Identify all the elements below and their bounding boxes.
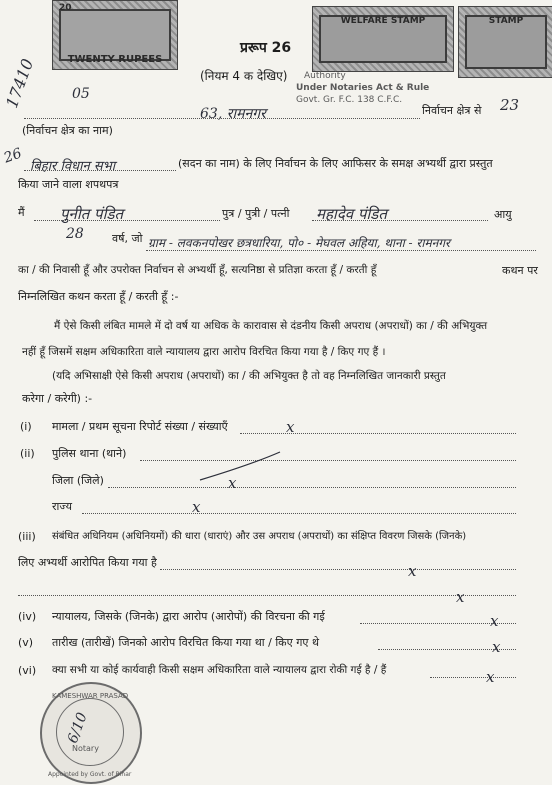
age-value: 28	[66, 226, 84, 242]
stamp-value: 20	[59, 3, 72, 13]
item-v-text: तारीख (तारीखें) जिनको आरोप विरचित किया गया था / किए गए थे	[52, 636, 320, 649]
form-number: प्ररूप 26	[240, 40, 292, 56]
deponent-name: पुनीत पंडित	[60, 205, 124, 223]
item-iii-text2: लिए अभ्यर्थी आरोपित किया गया है	[18, 556, 157, 569]
para2-line2: करेगा / करेगी) :-	[22, 392, 93, 405]
item-ii-line	[140, 460, 516, 461]
item-iii-line2	[18, 595, 516, 596]
para1-line2: नहीं हूँ जिसमें सक्षम अधिकारिता वाले न्यायालय द्वारा आरोप विरचित किया गया है / किए गए हैं ।	[22, 346, 386, 358]
house-name: बिहार विधान सभा	[30, 159, 116, 174]
i-label: मैं	[18, 206, 25, 219]
notary-stamp-line2: Under Notaries Act & Rule	[296, 83, 430, 93]
name-line	[34, 220, 220, 221]
stamp-caption: WELFARE STAMP	[340, 16, 426, 26]
stamp-right	[458, 6, 552, 78]
constituency-line	[24, 118, 420, 119]
address-line	[146, 250, 536, 251]
notary-round-seal	[40, 682, 142, 784]
item-i-text: मामला / प्रथम सूचना रिपोर्ट संख्या / संख्याएँ	[52, 420, 228, 433]
welfare-stamp	[312, 6, 454, 72]
notary-stamp-line1: Authority	[304, 71, 346, 81]
rule-reference: (नियम 4 क देखिए)	[200, 69, 288, 83]
constituency-name: 63, रामनगर	[200, 106, 266, 122]
item-iii-number: (iii)	[18, 530, 36, 543]
father-name: महादेव पंडित	[316, 205, 387, 223]
state-line	[82, 513, 516, 514]
seal-text: Notary	[72, 744, 99, 753]
item-v-number: (v)	[18, 636, 34, 649]
item-vi-text: क्या सभी या कोई कार्यवाही किसी सक्षम अधिकारिता वाले न्यायालय द्वारा रोकी गई है / हैं	[52, 664, 387, 676]
resident-text: का / की निवासी हूँ और उपरोक्त निर्वाचन से अभ्यर्थी हूँ, सत्यनिष्ठा से प्रतिज्ञा करता हूँ / करती हूँ	[18, 264, 377, 276]
item-i-line	[240, 433, 516, 434]
district-line	[108, 487, 516, 488]
cross-mark: x	[192, 498, 201, 516]
margin-number-3: 26	[1, 145, 25, 167]
margin-number: 17410	[2, 56, 38, 111]
notary-stamp-line3: Govt. Gr. F.C. 138 C.F.C.	[296, 95, 403, 105]
para1-line1: मैं ऐसे किसी लंबित मामले में दो वर्ष या अधिक के कारावास से दंडनीय किसी अपराध (अपराधों) का / की अभियुक्त	[54, 320, 488, 332]
district-label: जिला (जिले)	[52, 474, 104, 487]
cross-mark: x	[490, 612, 499, 630]
constituency-name-label: (निर्वाचन क्षेत्र का नाम)	[22, 124, 113, 137]
state-label: राज्य	[52, 500, 73, 513]
item-vi-line	[430, 677, 516, 678]
cross-mark: x	[492, 638, 501, 656]
age-label: आयु	[494, 208, 512, 221]
margin-number-2: 05	[72, 86, 90, 102]
years-label: वर्ष, जो	[112, 232, 143, 245]
resident-suffix: कथन पर	[502, 264, 538, 277]
item-ii-number: (ii)	[20, 447, 35, 460]
cross-mark: x	[286, 418, 295, 436]
relation-label: पुत्र / पुत्री / पत्नी	[222, 207, 290, 220]
seal-name: KAMESHWAR PRASAD	[52, 692, 129, 700]
court-fee-stamp-twenty-rupees	[52, 0, 178, 70]
father-line	[312, 220, 488, 221]
seal-footer: Appointed by Govt. of Bihar	[48, 771, 132, 778]
affidavit-text: किया जाने वाला शपथपत्र	[18, 178, 119, 191]
house-text: (सदन का नाम) के लिए निर्वाचन के लिए आफिसर के समक्ष अभ्यर्थी द्वारा प्रस्तुत	[178, 157, 493, 170]
notary-initials: 6/10	[64, 710, 91, 746]
item-vi-number: (vi)	[18, 664, 37, 677]
stamp-caption: TWENTY RUPEES	[67, 54, 163, 65]
item-iv-number: (iv)	[18, 610, 37, 623]
item-iii-text: संबंधित अधिनियम (अधिनियमों) की धारा (धाराएं) और उस अपराध (अपराधों) का संक्षिप्त विवरण जिसके (जिनके)	[52, 531, 467, 542]
constituency-label: निर्वाचन क्षेत्र से	[422, 104, 482, 117]
address: ग्राम - लवकनपोखर छत्रधारिया, पो० - मेघवल अहिया, थाना - रामनगर	[148, 236, 450, 250]
cross-mark: x	[408, 562, 417, 580]
stamp-caption: STAMP	[488, 16, 524, 26]
para2-line1: (यदि अभिसाक्षी ऐसे किसी अपराध (अपराधों) का / की अभियुक्त है तो वह निम्नलिखित जानकारी प्रस्तुत	[52, 370, 446, 382]
cross-mark: x	[456, 588, 465, 606]
statement-intro: निम्नलिखित कथन करता हूँ / करती हूँ :-	[18, 290, 179, 303]
item-iii-line	[160, 569, 516, 570]
item-i-number: (i)	[20, 420, 32, 433]
constituency-number: 23	[500, 96, 520, 114]
item-ii-text: पुलिस थाना (थाने)	[52, 447, 127, 460]
item-iv-text: न्यायालय, जिसके (जिनके) द्वारा आरोप (आरोपों) की विरचना की गई	[52, 610, 325, 623]
cross-mark: x	[486, 668, 495, 686]
cross-mark: x	[228, 474, 237, 492]
house-line	[24, 170, 176, 171]
